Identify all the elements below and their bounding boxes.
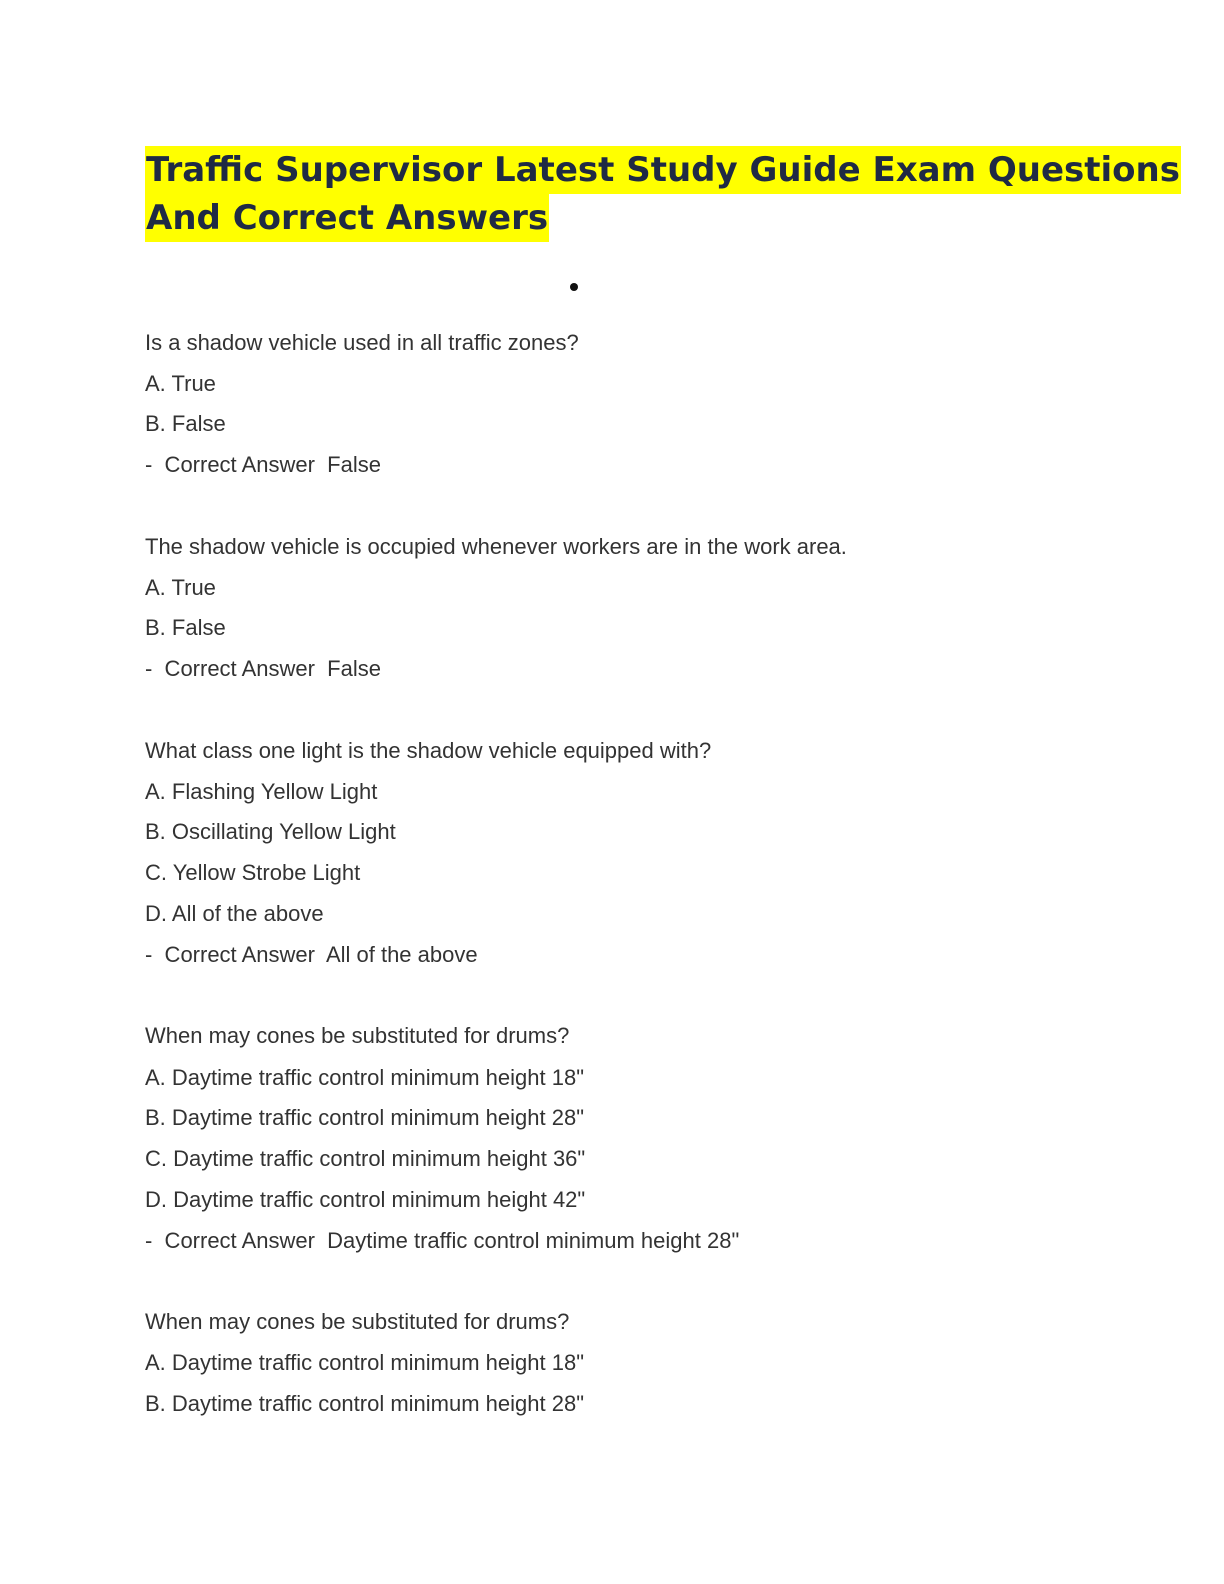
title-line-1: Traffic Supervisor Latest Study Guide Exam Questions <box>145 146 1181 194</box>
question-text: When may cones be substituted for drums? <box>145 1309 570 1334</box>
question-text: The shadow vehicle is occupied whenever workers are in the work area. <box>145 534 847 559</box>
option: C. Yellow Strobe Light <box>145 860 361 885</box>
option: A. Daytime traffic control minimum height 18" <box>145 1350 585 1375</box>
option: A. Flashing Yellow Light <box>145 779 378 804</box>
question-text: What class one light is the shadow vehicle equipped with? <box>145 738 712 763</box>
option: D. All of the above <box>145 901 324 926</box>
document-title <box>145 146 1180 242</box>
option: A. Daytime traffic control minimum height 18" <box>145 1065 585 1090</box>
question-text: Is a shadow vehicle used in all traffic zones? <box>145 330 579 355</box>
option: B. False <box>145 411 226 436</box>
correct-answer: - Correct Answer Daytime traffic control minimum height 28" <box>145 1228 740 1253</box>
option: D. Daytime traffic control minimum height 42" <box>145 1187 586 1212</box>
option: B. Oscillating Yellow Light <box>145 819 396 844</box>
option: A. True <box>145 371 216 396</box>
correct-answer: - Correct Answer False <box>145 656 381 681</box>
option: B. Daytime traffic control minimum height 28" <box>145 1105 585 1130</box>
option: B. False <box>145 615 226 640</box>
correct-answer: - Correct Answer All of the above <box>145 942 478 967</box>
option: B. Daytime traffic control minimum height 28" <box>145 1391 585 1416</box>
option: A. True <box>145 575 216 600</box>
correct-answer: - Correct Answer False <box>145 452 381 477</box>
question-text: When may cones be substituted for drums? <box>145 1023 570 1048</box>
bullet-icon <box>570 283 578 291</box>
title-line-2: And Correct Answers <box>145 194 549 242</box>
option: C. Daytime traffic control minimum height 36" <box>145 1146 586 1171</box>
